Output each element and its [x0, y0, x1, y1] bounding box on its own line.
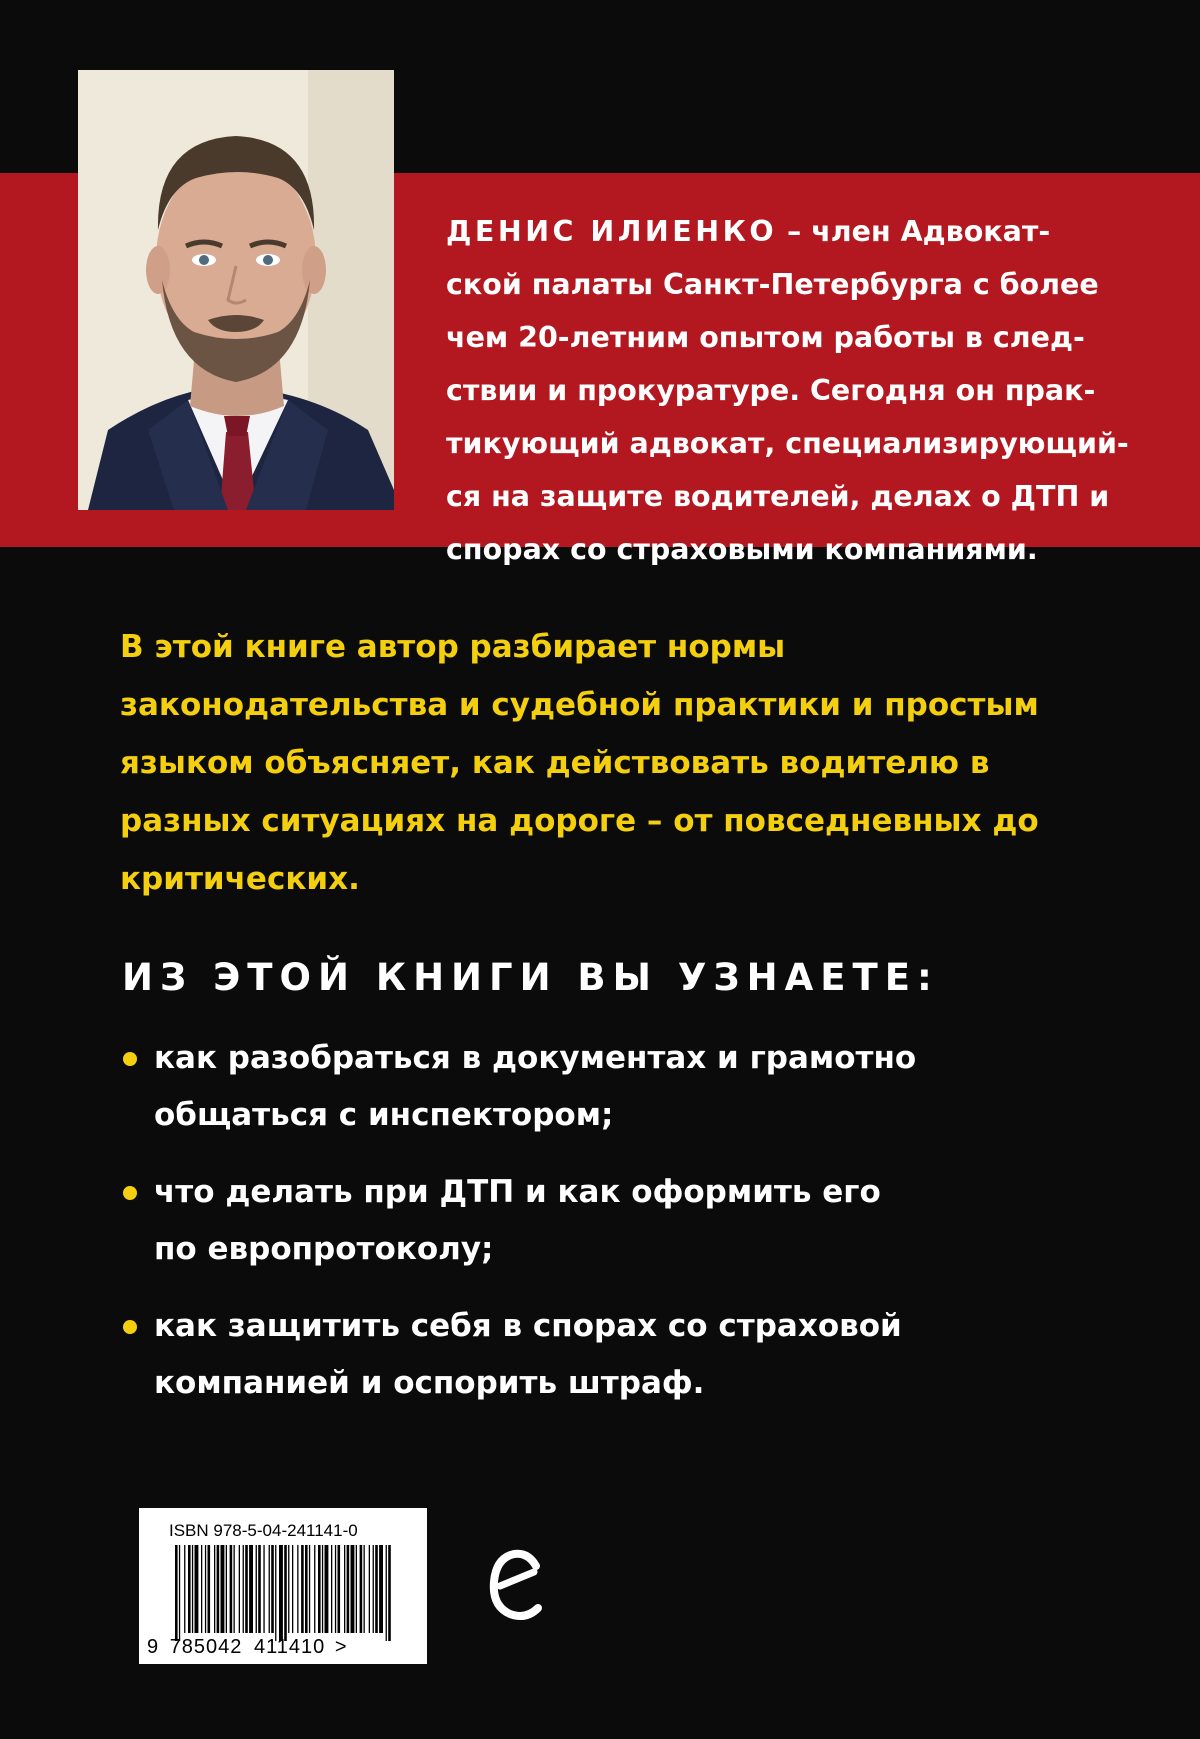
barcode-bar	[184, 1545, 185, 1633]
description-line: критических.	[120, 861, 360, 897]
learn-list	[120, 1030, 1120, 1432]
barcode-bar	[258, 1545, 261, 1633]
barcode-bar	[369, 1545, 370, 1633]
barcode-bar	[338, 1545, 341, 1633]
bio-line: ской палаты Санкт-Петербурга с более	[446, 268, 1099, 301]
barcode-digit-group: 411410	[254, 1636, 326, 1658]
bio-line: ся на защите водителей, делах о ДТП и	[446, 480, 1110, 513]
barcode-bar	[275, 1545, 276, 1641]
bullet-dot-icon	[123, 1186, 137, 1200]
barcode-digits	[147, 1636, 427, 1659]
barcode-digit-first: 9	[147, 1636, 159, 1658]
barcode-bar	[309, 1545, 310, 1633]
barcode-bar	[301, 1545, 304, 1633]
barcode-icon	[175, 1545, 391, 1641]
list-item-line: как защитить себя в спорах со страховой	[154, 1308, 902, 1344]
barcode-bar	[221, 1545, 225, 1633]
barcode-bar	[364, 1545, 365, 1633]
bio-line: спорах со страховыми компаниями.	[446, 533, 1038, 566]
barcode-bar	[239, 1545, 240, 1633]
description-line: разных ситуациях на дороге – от повседневных до	[120, 803, 1039, 839]
barcode-bar	[373, 1545, 374, 1633]
barcode-bar	[271, 1545, 274, 1633]
barcode-bar	[347, 1545, 350, 1633]
learn-heading: ИЗ ЭТОЙ КНИГИ ВЫ УЗНАЕТЕ:	[122, 956, 939, 999]
barcode-bar	[226, 1545, 227, 1633]
barcode-bar	[195, 1545, 199, 1633]
publisher-logo-icon	[488, 1546, 546, 1628]
barcode-bar	[269, 1545, 270, 1633]
barcode-bar	[314, 1545, 315, 1633]
bullet-dot-icon	[123, 1052, 137, 1066]
bio-line-text: – член Адвокат-	[777, 215, 1051, 248]
list-item-line: по европротоколу;	[154, 1231, 494, 1267]
barcode-bar	[230, 1545, 233, 1633]
bio-line	[446, 205, 1106, 258]
bio-line: ствии и прокуратуре. Сегодня он прак-	[446, 374, 1096, 407]
barcode-bar	[249, 1545, 253, 1633]
barcode-bar	[175, 1545, 178, 1641]
barcode-bar	[243, 1545, 244, 1633]
list-item-line: общаться с инспектором;	[154, 1097, 614, 1133]
barcode-bar	[217, 1545, 220, 1633]
barcode-bar	[322, 1545, 323, 1633]
barcode-bar	[335, 1545, 336, 1633]
list-item-line: что делать при ДТП и как оформить его	[154, 1174, 881, 1210]
barcode-bar	[360, 1545, 363, 1633]
barcode-bar	[256, 1545, 257, 1633]
barcode-bar	[297, 1545, 298, 1633]
author-name: ДЕНИС ИЛИЕНКО	[446, 215, 778, 248]
description-line: языком объясняет, как действовать водителю в	[120, 745, 990, 781]
barcode-digit-group: 785042	[169, 1636, 243, 1658]
barcode-bar	[214, 1545, 215, 1633]
barcode-bar	[263, 1545, 264, 1633]
barcode-bar	[292, 1545, 293, 1633]
list-item	[120, 1298, 1120, 1412]
barcode-bar	[188, 1545, 191, 1633]
author-portrait	[78, 70, 394, 510]
barcode-bar	[375, 1545, 378, 1633]
barcode-bar	[245, 1545, 248, 1633]
list-item	[120, 1164, 1120, 1278]
barcode-bar	[331, 1545, 332, 1633]
barcode-bar	[351, 1545, 355, 1633]
barcode-bar	[386, 1545, 387, 1641]
bio-line: чем 20-летним опытом работы в след-	[446, 321, 1085, 354]
list-item-line: компанией и оспорить штраф.	[154, 1365, 705, 1401]
isbn-label: ISBN 978-5-04-241141-0	[169, 1521, 358, 1540]
isbn-barcode-box	[139, 1508, 427, 1664]
barcode-bar	[288, 1545, 289, 1633]
book-description	[120, 618, 1120, 908]
barcode-bar	[201, 1545, 202, 1633]
barcode-bar	[305, 1545, 308, 1633]
author-photo	[78, 70, 394, 510]
barcode-bar	[388, 1545, 391, 1641]
barcode-bar	[279, 1545, 283, 1641]
barcode-digit-end: >	[334, 1636, 347, 1658]
description-line: законодательства и судебной практики и простым	[120, 687, 1039, 723]
bullet-dot-icon	[123, 1320, 137, 1334]
list-item-line: как разобраться в документах и грамотно	[154, 1040, 917, 1076]
barcode-bar	[205, 1545, 206, 1633]
author-bio	[446, 205, 1129, 576]
list-item	[120, 1030, 1120, 1144]
barcode-bar	[192, 1545, 193, 1633]
barcode-bar	[179, 1545, 180, 1641]
barcode-bar	[325, 1545, 329, 1633]
barcode-bar	[234, 1545, 235, 1633]
barcode-bar	[208, 1545, 211, 1633]
barcode-bar	[379, 1545, 383, 1633]
barcode-bar	[344, 1545, 345, 1633]
bio-line: тикующий адвокат, специализирующий-	[446, 427, 1129, 460]
barcode-bar	[356, 1545, 357, 1633]
description-line: В этой книге автор разбирает нормы	[120, 629, 786, 665]
barcode-bar	[318, 1545, 321, 1633]
barcode-bar	[284, 1545, 287, 1641]
